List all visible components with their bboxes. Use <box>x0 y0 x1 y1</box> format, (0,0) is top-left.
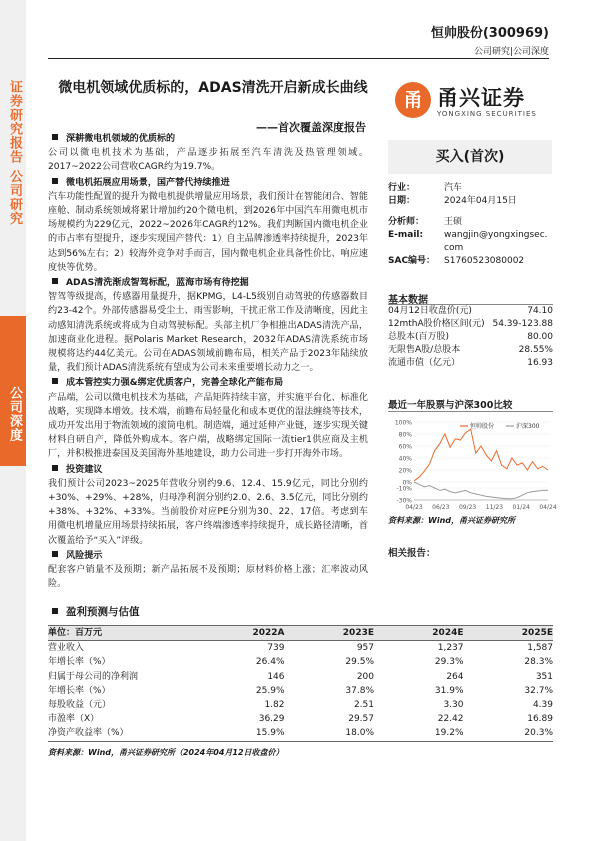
sidebar-report-tag <box>0 316 26 466</box>
section-body: 配套客户销量不及预期；新产品拓展不及预期；原材料价格上涨；汇率波动风险。 <box>48 565 368 590</box>
info-spacer <box>388 208 553 216</box>
legend-label: 沪深300 <box>516 423 540 430</box>
y-tick-label: -30% <box>396 497 412 505</box>
table-header <box>48 625 553 641</box>
row-value: 15.9% <box>255 728 285 739</box>
x-tick-label: 11/23 <box>485 504 504 511</box>
row-value: 31.9% <box>434 685 464 696</box>
row-value: 146 <box>267 671 285 682</box>
logo-name: 甬兴证券 <box>437 86 525 110</box>
section-heading: 深耕微电机领域的优质标的 <box>48 132 368 146</box>
row-value: 739 <box>267 643 285 654</box>
row-value: 32.7% <box>524 685 553 696</box>
row-value: 20.3% <box>524 728 553 739</box>
x-tick-label: 01/24 <box>512 504 530 511</box>
row-value: 200 <box>356 671 374 682</box>
chart-source: 资料来源：Wind，甬兴证券研究所 <box>388 516 515 525</box>
summary-section <box>48 176 368 275</box>
sidebar-category <box>0 72 26 277</box>
section-heading: 投资建议 <box>48 463 368 477</box>
table-row <box>48 726 553 741</box>
analyst-info <box>388 182 553 268</box>
y-tick-label: 100% <box>394 419 412 427</box>
section-body: 产品端，公司以微电机技术为基础，产品矩阵持续丰富，并实施平台化、标准化战略，实现降本增效。技术端，前瞻布局轻量化和成本更优的湿法缠绕等技术，成功开发出用于物流领域的滚筒电机。制造端，通过延伸产业链，逐步实现关键材料自研自产，降低外购成本。客户端，战略绑定国际一流tier1供应商及主机厂，并积极推进泰国及美国海外基地建设，助力公司进一步打开海外市场。 <box>48 392 368 460</box>
row-value: 1,237 <box>437 643 464 654</box>
row-value: 4.39 <box>532 700 553 711</box>
financials-title: 盈利预测与估值 <box>48 604 140 619</box>
bullet-square-icon <box>52 465 58 471</box>
report-subtitle: ——首次覆盖深度报告 <box>256 121 366 134</box>
header-divider <box>48 58 549 59</box>
summary-section <box>48 549 368 592</box>
row-value: 29.57 <box>348 714 374 725</box>
basic-data-row: 12mthA股价格区间(元) 54.39-123.88 <box>388 319 553 329</box>
row-label: 年增长率（%） <box>48 685 111 696</box>
row-value: 29.3% <box>434 657 464 668</box>
info-row: 行业： 汽车 <box>388 183 463 193</box>
row-value: 1,587 <box>527 643 553 654</box>
report-type: 公司研究|公司深度 <box>473 47 549 57</box>
row-value: 19.2% <box>434 728 464 739</box>
row-value: 1.82 <box>264 700 285 711</box>
row-label: 每股收益（元） <box>48 700 112 711</box>
row-label: 市盈率（X） <box>48 714 100 725</box>
bullet-square-icon <box>52 278 58 284</box>
x-tick-label: 09/23 <box>458 504 477 511</box>
table-row <box>48 641 553 655</box>
chart-divider <box>388 411 553 412</box>
x-tick-label: 06/23 <box>432 504 450 511</box>
section-heading: 微电机拓展应用场景，国产替代持续推进 <box>48 176 368 190</box>
table-row <box>48 670 553 684</box>
row-value: 22.42 <box>437 714 464 725</box>
analyst-email: wangjin@yongxingsec.com <box>444 230 548 253</box>
row-value: 25.9% <box>255 685 285 696</box>
row-label: 净资产收益率（%） <box>48 728 129 739</box>
table-row <box>48 655 553 669</box>
row-value: 3.30 <box>443 700 464 711</box>
logo-name-en: YONGXING SECURITIES <box>437 110 537 118</box>
broker-logo <box>393 80 553 130</box>
summary-section <box>48 276 368 375</box>
financials-source: 资料来源：Wind，甬兴证券研究所（2024年04月12日收盘价） <box>48 748 284 757</box>
y-tick-label: -10% <box>396 485 412 493</box>
y-tick-label: 20% <box>398 467 412 475</box>
page-header <box>431 22 549 57</box>
row-value: 16.89 <box>527 714 553 725</box>
row-value: 2022A <box>252 628 285 638</box>
section-body: 公司以微电机技术为基础，产品逐步拓展至汽车清洗及热管理领域。2017~2022公司营收CAGR约为19.7%。 <box>48 148 368 173</box>
summary-section <box>48 132 368 175</box>
y-tick-label: 0% <box>402 479 412 487</box>
summary-section <box>48 463 368 548</box>
table-row <box>48 698 553 712</box>
row-value: 264 <box>446 671 464 682</box>
bullet-square-icon <box>52 551 58 557</box>
summary-body <box>48 131 368 592</box>
rating-badge: 买入(首次) <box>388 140 552 174</box>
x-tick-label: 04/24 <box>539 504 557 511</box>
series-line-stock <box>414 429 548 481</box>
row-label: 年增长率（%） <box>48 657 111 668</box>
section-heading: 成本管控实力强&绑定优质客户，完善全球化产能布局 <box>48 376 368 390</box>
summary-section <box>48 376 368 461</box>
section-body: 我们预计公司2023~2025年营收分别约9.6、12.4、15.9亿元，同比分别约+30%、+29%、+28%，归母净利润分别约2.0、2.6、3.5亿元，同比分别约+38%、+32%、+33%。当前股价对应PE分别为30、22、17倍。考虑到车用微电机增量应用场景持续拓展，客户终端渗透率持续提升，成长路径清晰，首次覆盖给予“买入”评级。 <box>48 478 368 546</box>
legend-label: 恒帅股份 <box>470 423 495 430</box>
stock-comparison-chart <box>388 418 557 513</box>
basic-data-row: 总股本(百万股) 80.00 <box>388 332 553 342</box>
bullet-square-icon <box>52 134 58 140</box>
y-tick-label: 40% <box>398 455 412 463</box>
row-value: 2023E <box>342 628 374 638</box>
row-label: 营业收入 <box>48 643 85 654</box>
section-heading: 风险提示 <box>48 549 368 563</box>
bullet-square-icon <box>52 178 58 184</box>
row-value: 351 <box>535 671 553 682</box>
row-value: 2.51 <box>353 700 374 711</box>
basic-data-row: 流通市值（亿元） 16.93 <box>388 358 553 368</box>
y-tick-label: 80% <box>398 431 412 439</box>
section-body: 智驾等级提高，传感器用量提升，据KPMG，L4-L5级别自动驾驶的传感器数目约23-42个。外部传感器易受尘土、雨雪影响，干扰正常工作及清晰度，因此主动感知清洗系统或将成为自动驾驶标配。头部主机厂争相推出ADAS清洗产品，加速商业化进程。据Polaris Market Research，2032年ADAS清洗系统市场规模将达约44亿美元。公司在ADAS领域前瞻布局，相关产品于2023年陆续放量，我们预计ADAS清洗系统有望成为公司未来重要增长动力之一。 <box>48 292 368 374</box>
row-value: 18.0% <box>345 728 374 739</box>
row-label: 归属于母公司的净利润 <box>48 671 139 682</box>
bullet-square-icon <box>52 608 58 614</box>
related-reports-title: 相关报告： <box>388 548 436 559</box>
series-line-index <box>414 482 548 499</box>
y-tick-label: 60% <box>398 443 412 451</box>
section-heading: ADAS清洗渐成智驾标配，蓝海市场有待挖掘 <box>48 276 368 290</box>
basic-data-row: 无限售A股/总股本 28.55% <box>388 345 553 355</box>
row-value: 28.3% <box>524 657 553 668</box>
sidebar-report-tag-label: 公司深度 <box>7 386 22 442</box>
basic-data-row: 04月12日收盘价(元) 74.10 <box>388 306 553 316</box>
table-row <box>48 684 553 698</box>
row-value: 37.8% <box>345 685 374 696</box>
bullet-square-icon <box>52 378 58 384</box>
row-value: 36.29 <box>258 714 285 725</box>
logo-mark-icon: 甬 <box>395 82 431 118</box>
row-value: 29.5% <box>345 657 374 668</box>
chart-title: 最近一年股票与沪深300比较 <box>388 400 513 411</box>
info-row: 日期： 2024年04月15日 <box>388 196 517 206</box>
sidebar-category-label: 证券研究报告 公司研究 <box>7 80 22 226</box>
row-value: 957 <box>356 643 374 654</box>
financials-table <box>48 625 553 742</box>
basic-data-title: 基本数据 <box>388 295 428 306</box>
basic-data-table <box>388 305 553 370</box>
row-value: 2025E <box>521 628 553 638</box>
row-value: 26.4% <box>255 657 285 668</box>
info-row: E-mail: wangjin@yongxingsec.com <box>388 229 553 255</box>
report-title: 微电机领域优质标的，ADAS清洗开启新成长曲线 <box>58 80 368 96</box>
company-ticker: 恒帅股份(300969) <box>430 26 549 41</box>
row-value: 2024E <box>432 628 464 638</box>
section-body: 汽车功能性配置的提升为微电机提供增量应用场景，我们预计在智能闭合、智能座舱、制动系统领域将累计增加约20个微电机，到2026年中国汽车用微电机市场规模约为229亿元，2022~2026年CAGR约12%。我们判断国内微电机企业的市占率有望提升，逐步实现国产替代：1）自主品牌渗透率持续提升，2023年达到56%左右；2）较海外竞争对手而言，国内微电机企业具备性价比、响应速度快等优势。 <box>48 191 368 273</box>
row-label: 单位：百万元 <box>48 628 103 638</box>
info-row: 分析师： 王硕 <box>388 217 463 227</box>
table-row <box>48 712 553 726</box>
x-tick-label: 04/23 <box>405 504 423 511</box>
info-row: SAC编号： S1760523080002 <box>388 256 525 266</box>
